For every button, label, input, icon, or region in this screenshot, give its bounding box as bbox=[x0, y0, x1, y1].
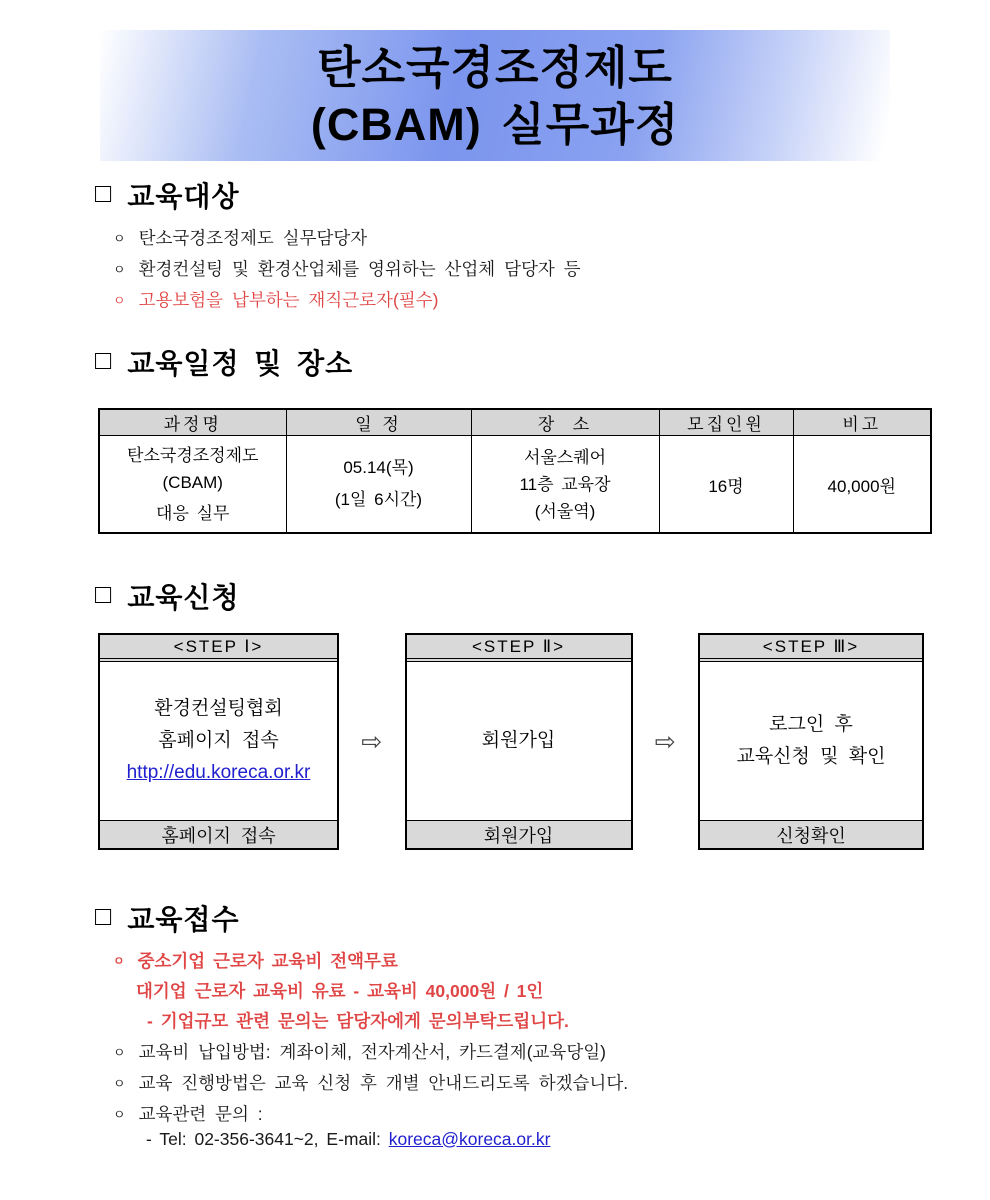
fee-notice-line bbox=[136, 975, 569, 1005]
cell-capacity: 16명 bbox=[659, 436, 793, 534]
section-title-register: 교육접수 bbox=[127, 904, 240, 935]
col-header-place: 장 소 bbox=[471, 409, 659, 436]
circle-bullet-icon: ㅇ bbox=[113, 1045, 126, 1060]
step-box-1 bbox=[98, 633, 339, 850]
course-line: 탄소국경조정제도 bbox=[127, 446, 259, 465]
fee-notice-text: 대기업 근로자 교육비 유료 - 교육비 40,000원 / 1인 bbox=[136, 980, 544, 1001]
circle-bullet-icon: ㅇ bbox=[113, 1107, 126, 1122]
col-header-capacity: 모집인원 bbox=[659, 409, 793, 436]
list-item-text: 교육관련 문의 : bbox=[138, 1104, 263, 1124]
square-bullet-icon: □ bbox=[95, 578, 113, 609]
step3-footer: 신청확인 bbox=[700, 820, 922, 848]
step3-header: <STEP Ⅲ> bbox=[700, 635, 922, 662]
list-item-required bbox=[113, 284, 581, 315]
place-line: (서울역) bbox=[534, 501, 596, 521]
step3-body bbox=[700, 662, 922, 820]
list-item-text: 고용보험을 납부하는 재직근로자(필수) bbox=[138, 290, 439, 310]
step-box-3 bbox=[698, 633, 924, 850]
section-title-schedule: 교육일정 및 장소 bbox=[127, 348, 354, 379]
square-bullet-icon: □ bbox=[95, 900, 113, 931]
course-line: 대응 실무 bbox=[156, 504, 230, 523]
list-item bbox=[113, 1036, 628, 1067]
table-row bbox=[99, 436, 931, 534]
step3-body-line: 로그인 후 bbox=[769, 714, 853, 735]
step1-body-line: 홈페이지 접속 bbox=[158, 730, 279, 751]
step2-body bbox=[407, 662, 631, 820]
cell-note: 40,000원 bbox=[793, 436, 931, 534]
list-item bbox=[113, 253, 581, 284]
edu-site-link[interactable]: http://edu.koreca.or.kr bbox=[126, 762, 311, 783]
step2-footer: 회원가입 bbox=[407, 820, 631, 848]
fee-notice-block bbox=[113, 945, 569, 1035]
list-item bbox=[113, 222, 581, 253]
right-arrow-icon: ⇨ bbox=[361, 727, 383, 756]
contact-prefix: - Tel: 02-356-3641~2, E-mail: bbox=[146, 1128, 389, 1149]
page-title-line2: (CBAM) 실무과정 bbox=[310, 98, 680, 150]
step2-body-line: 회원가입 bbox=[481, 730, 556, 751]
section-heading-register bbox=[95, 898, 240, 938]
table-header-row bbox=[99, 409, 931, 436]
col-header-note: 비고 bbox=[793, 409, 931, 436]
page-title-line1: 탄소국경조정제도 bbox=[317, 41, 673, 93]
section-title-target: 교육대상 bbox=[127, 181, 240, 212]
date-line: (1일 6시간) bbox=[334, 490, 423, 509]
list-item-text: 탄소국경조정제도 실무담당자 bbox=[138, 228, 368, 248]
col-header-course: 과정명 bbox=[99, 409, 286, 436]
step1-footer: 홈페이지 접속 bbox=[100, 820, 337, 848]
fee-notice-line bbox=[147, 1005, 569, 1035]
section-heading-target bbox=[95, 175, 240, 215]
target-bullet-list bbox=[113, 222, 581, 315]
circle-bullet-icon: ㅇ bbox=[113, 953, 125, 968]
list-item-text: 환경컨설팅 및 환경산업체를 영위하는 산업체 담당자 등 bbox=[138, 259, 581, 279]
section-heading-apply bbox=[95, 576, 240, 616]
step2-header: <STEP Ⅱ> bbox=[407, 635, 631, 662]
section-heading-schedule bbox=[95, 342, 353, 382]
cell-course bbox=[99, 436, 286, 534]
section-title-apply: 교육신청 bbox=[127, 582, 240, 613]
cell-date bbox=[286, 436, 471, 534]
place-line: 11층 교육장 bbox=[519, 474, 611, 494]
schedule-table bbox=[98, 408, 932, 534]
register-bullet-list bbox=[113, 1036, 628, 1129]
list-item bbox=[113, 1067, 628, 1098]
square-bullet-icon: □ bbox=[95, 344, 113, 375]
contact-line bbox=[146, 1124, 550, 1154]
step3-body-line: 교육신청 및 확인 bbox=[736, 746, 886, 767]
list-item-text: 교육비 납입방법: 계좌이체, 전자계산서, 카드결제(교육당일) bbox=[138, 1042, 606, 1062]
course-line: (CBAM) bbox=[162, 472, 223, 492]
list-item-text: 교육 진행방법은 교육 신청 후 개별 안내드리도록 하겠습니다. bbox=[138, 1073, 629, 1093]
fee-notice-line bbox=[113, 945, 569, 975]
contact-email-link[interactable]: koreca@koreca.or.kr bbox=[388, 1128, 551, 1149]
application-steps bbox=[98, 633, 924, 850]
fee-notice-text: 중소기업 근로자 교육비 전액무료 bbox=[137, 950, 398, 971]
circle-bullet-icon: ㅇ bbox=[113, 262, 126, 277]
fee-notice-text: - 기업규모 관련 문의는 담당자에게 문의부탁드립니다. bbox=[147, 1010, 569, 1031]
step1-header: <STEP Ⅰ> bbox=[100, 635, 337, 662]
title-banner bbox=[100, 30, 890, 161]
place-line: 서울스퀘어 bbox=[523, 447, 607, 467]
step1-body bbox=[100, 662, 337, 820]
step1-body-line: 환경컨설팅협회 bbox=[154, 698, 283, 719]
cell-place bbox=[471, 436, 659, 534]
circle-bullet-icon: ㅇ bbox=[113, 1076, 126, 1091]
right-arrow-icon: ⇨ bbox=[654, 727, 676, 756]
step-box-2 bbox=[405, 633, 633, 850]
circle-bullet-icon: ㅇ bbox=[113, 293, 126, 308]
col-header-date: 일 정 bbox=[286, 409, 471, 436]
date-line: 05.14(목) bbox=[343, 458, 414, 477]
circle-bullet-icon: ㅇ bbox=[113, 231, 126, 246]
square-bullet-icon: □ bbox=[95, 177, 113, 208]
